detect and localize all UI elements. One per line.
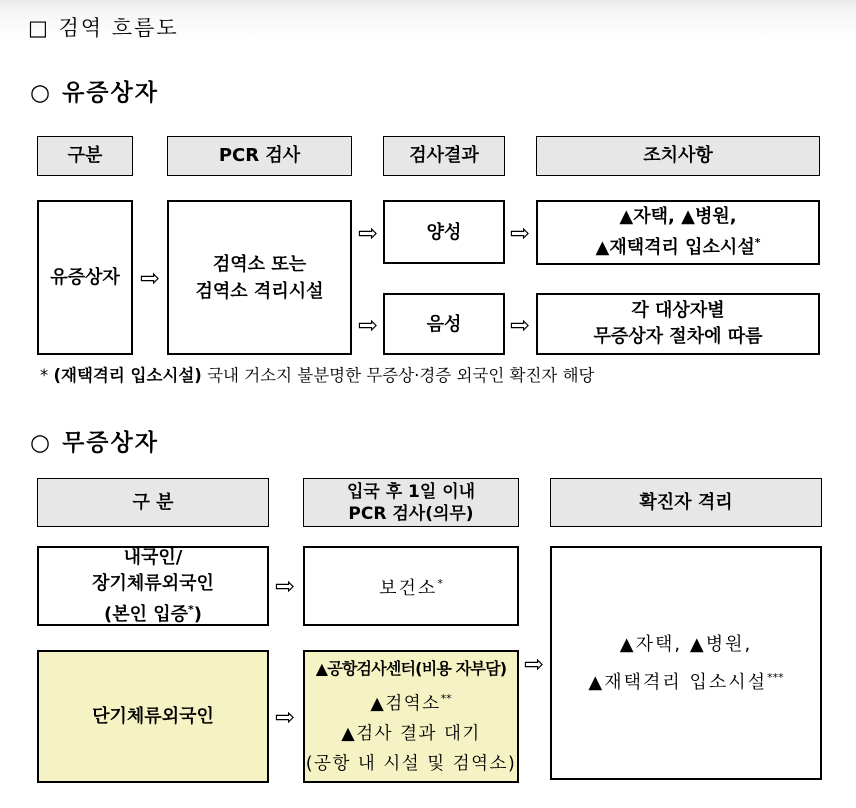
s2-box-health-center <box>303 546 519 626</box>
s1-action-negative-line2: 무증상자 절차에 따름 <box>593 326 763 347</box>
asterisk-marker: * <box>188 602 194 616</box>
s2-box-shortterm-foreigner <box>37 650 269 783</box>
s1-footnote <box>40 362 594 386</box>
s2-domestic-line2: 장기체류외국인 <box>92 572 214 594</box>
s2-box-confirmed-isolation <box>550 546 822 780</box>
s2-box-domestic-longterm <box>37 546 269 626</box>
s2-shortterm-label: 단기체류외국인 <box>92 706 214 727</box>
asterisk-marker: * <box>754 236 761 249</box>
footnote-bold-term: (재택격리 입소시설) <box>53 366 202 385</box>
s2-header-confirmed-isolation-label: 확진자 격리 <box>639 491 733 513</box>
page-title: □ 검역 흐름도 <box>28 16 179 40</box>
s1-header-pcr-test <box>167 136 352 176</box>
s1-header-test-result-label: 검사결과 <box>409 145 479 166</box>
arrow-right-icon: ⇨ <box>274 572 296 600</box>
s2-domestic-line3: (본인 입증*) <box>103 602 203 625</box>
s1-negative-label: 음성 <box>426 313 462 335</box>
footnote-text: 국내 거소지 불분명한 무증상·경증 외국인 확진자 해당 <box>201 366 595 385</box>
arrow-right-icon: ⇨ <box>509 219 531 247</box>
s1-header-pcr-test-label: PCR 검사 <box>218 145 301 166</box>
s2-airport-line4: (공항 내 시설 및 검역소) <box>305 753 517 774</box>
s1-header-actions-label: 조치사항 <box>643 145 713 166</box>
s2-box-airport-test-center <box>303 650 519 783</box>
s2-airport-line3: ▲검사 결과 대기 <box>341 723 481 744</box>
s1-header-category <box>37 136 133 176</box>
s1-header-test-result <box>383 136 505 176</box>
s1-action-positive-line2: ▲재택격리 입소시설* <box>595 236 761 258</box>
section-symptomatic-label: ○ 유증상자 <box>30 80 159 106</box>
arrow-right-icon: ⇨ <box>139 264 161 292</box>
s1-box-action-positive <box>536 200 820 265</box>
arrow-right-icon: ⇨ <box>357 219 379 247</box>
s1-box-subject <box>37 200 133 355</box>
s1-box-positive <box>383 200 505 264</box>
s1-positive-label: 양성 <box>426 221 462 243</box>
s1-header-category-label: 구분 <box>67 145 103 166</box>
s2-isolation-line2: ▲재택격리 입소시설*** <box>588 670 784 693</box>
s2-airport-line2: ▲검역소** <box>370 692 452 714</box>
s2-airport-line1: ▲공항검사센터(비용 자부담) <box>315 659 507 679</box>
s1-box-negative <box>383 293 505 355</box>
arrow-right-icon: ⇨ <box>357 311 379 339</box>
s2-header-pcr-line1: 입국 후 1일 이내 <box>346 481 476 502</box>
s2-health-center-label: 보건소* <box>379 577 443 599</box>
asterisk-marker: ** <box>440 692 452 706</box>
s1-action-negative-line1: 각 대상자별 <box>631 300 725 321</box>
arrow-right-icon: ⇨ <box>509 311 531 339</box>
s1-header-actions <box>536 136 820 176</box>
s1-action-positive-line1: ▲자택, ▲병원, <box>619 206 737 227</box>
section-asymptomatic-label: ○ 무증상자 <box>30 430 159 456</box>
s1-box-action-negative <box>536 293 820 355</box>
s2-header-confirmed-isolation <box>550 478 822 527</box>
s1-station-line1: 검역소 또는 <box>212 253 307 275</box>
s2-header-category-label: 구 분 <box>132 491 174 513</box>
s1-box-quarantine-station <box>167 200 352 355</box>
s2-isolation-line1: ▲자택, ▲병원, <box>619 633 753 655</box>
arrow-right-icon: ⇨ <box>274 703 296 731</box>
s2-header-pcr-1day <box>303 478 519 527</box>
footnote-marker: * <box>40 366 54 385</box>
s1-subject-label: 유증상자 <box>50 267 120 288</box>
s1-station-line2: 검역소 격리시설 <box>195 280 324 302</box>
arrow-right-icon: ⇨ <box>523 650 545 678</box>
asterisk-marker: *** <box>767 670 784 684</box>
asterisk-marker: * <box>437 577 443 590</box>
s2-header-category <box>37 478 269 527</box>
s2-header-pcr-line2: PCR 검사(의무) <box>348 503 474 524</box>
s2-domestic-line1: 내국인/ <box>123 546 183 568</box>
